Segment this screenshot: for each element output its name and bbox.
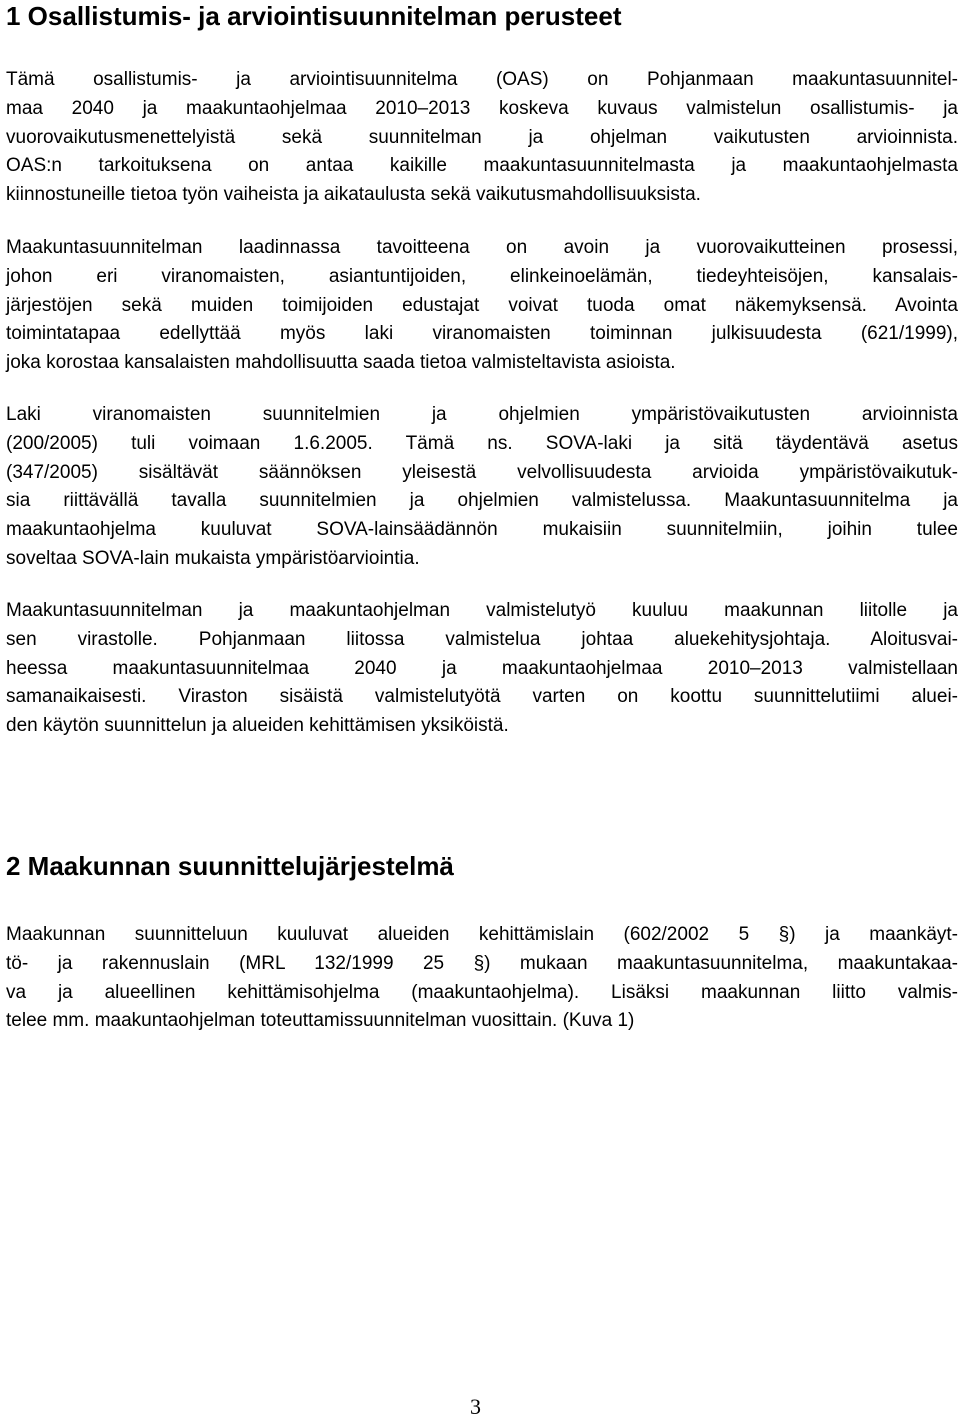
text-line: Maakunnan suunnitteluun kuuluvat alueiden kehittämislain (602/2002 5 §) ja maankäyt- [6, 924, 958, 945]
paragraph-open-process [6, 234, 958, 378]
text-line: sen virastolle. Pohjanmaan liitossa valmistelua johtaa aluekehitysjohtaja. Aloitusvai- [6, 628, 958, 650]
text-line: OAS:n tarkoituksena on antaa kaikille maakuntasuunnitelmasta ja maakuntaohjelmasta [6, 155, 958, 177]
paragraph-sova-law [6, 401, 958, 574]
text-line: telee mm. maakuntaohjelman toteuttamissuunnitelman vuosittain. (Kuva 1) [6, 1010, 635, 1032]
text-line: sia riittävällä tavalla suunnitelmien ja ohjelmien valmistelussa. Maakuntasuunnitelma ja [6, 490, 958, 512]
text-line: (200/2005) tuli voimaan 1.6.2005. Tämä ns. SOVA-laki ja sitä täydentävä asetus [6, 432, 958, 454]
text-line: soveltaa SOVA-lain mukaista ympäristöarviointia. [6, 547, 420, 569]
text-line: toimintatapaa edellyttää myös laki viranomaisten toiminnan julkisuudesta (621/1999), [6, 323, 958, 345]
text-line: Maakuntasuunnitelman ja maakuntaohjelman valmistelutyö kuuluu maakunnan liitolle ja [6, 600, 958, 621]
text-line: vuorovaikutusmenettelyistä sekä suunnitelman ja ohjelman vaikutusten arvioinnista. [6, 126, 958, 148]
paragraph-oas-intro [6, 66, 958, 210]
text-line: maakuntaohjelma kuuluvat SOVA-lainsäädännön mukaisiin suunnitelmiin, joihin tulee [6, 519, 958, 541]
paragraph-planning-system [6, 921, 958, 1036]
text-line: heessa maakuntasuunnitelmaa 2040 ja maakuntaohjelmaa 2010–2013 valmistellaan [6, 657, 958, 679]
section-heading-1: 1 Osallistumis- ja arviointisuunnitelman perusteet [6, 1, 622, 31]
paragraph-preparation [6, 597, 958, 741]
text-line: järjestöjen sekä muiden toimijoiden edustajat voivat tuoda omat näkemyksensä. Avointa [6, 294, 958, 316]
text-line: (347/2005) sisältävät säännöksen yleisestä velvollisuudesta arvioida ympäristövaikutuk- [6, 461, 958, 483]
text-line: tö- ja rakennuslain (MRL 132/1999 25 §) mukaan maakuntasuunnitelma, maakuntakaa- [6, 952, 958, 974]
text-line: va ja alueellinen kehittämisohjelma (maakuntaohjelma). Lisäksi maakunnan liitto valmis- [6, 981, 958, 1003]
text-line: Maakuntasuunnitelman laadinnassa tavoitteena on avoin ja vuorovaikutteinen prosessi, [6, 237, 958, 258]
text-line: joka korostaa kansalaisten mahdollisuutta saada tietoa valmisteltavista asioista. [6, 352, 676, 374]
text-line: kiinnostuneille tietoa työn vaiheista ja aikataulusta sekä vaikutusmahdollisuuksista. [6, 184, 701, 206]
page-number: 3 [470, 1394, 481, 1419]
section-heading-2: 2 Maakunnan suunnittelujärjestelmä [6, 851, 454, 881]
text-line: Tämä osallistumis- ja arviointisuunnitelma (OAS) on Pohjanmaan maakuntasuunnitel- [6, 69, 958, 90]
text-line: johon eri viranomaisten, asiantuntijoiden, elinkeinoelämän, tiedeyhteisöjen, kansalais- [6, 265, 958, 287]
text-line: maa 2040 ja maakuntaohjelmaa 2010–2013 koskeva kuvaus valmistelun osallistumis- ja [6, 97, 958, 119]
text-line: Laki viranomaisten suunnitelmien ja ohjelmien ympäristövaikutusten arvioinnista [6, 404, 958, 425]
text-line: samanaikaisesti. Viraston sisäistä valmistelutyötä varten on koottu suunnittelutiimi aluei- [6, 686, 958, 708]
text-line: den käytön suunnittelun ja alueiden kehittämisen yksiköistä. [6, 715, 509, 737]
